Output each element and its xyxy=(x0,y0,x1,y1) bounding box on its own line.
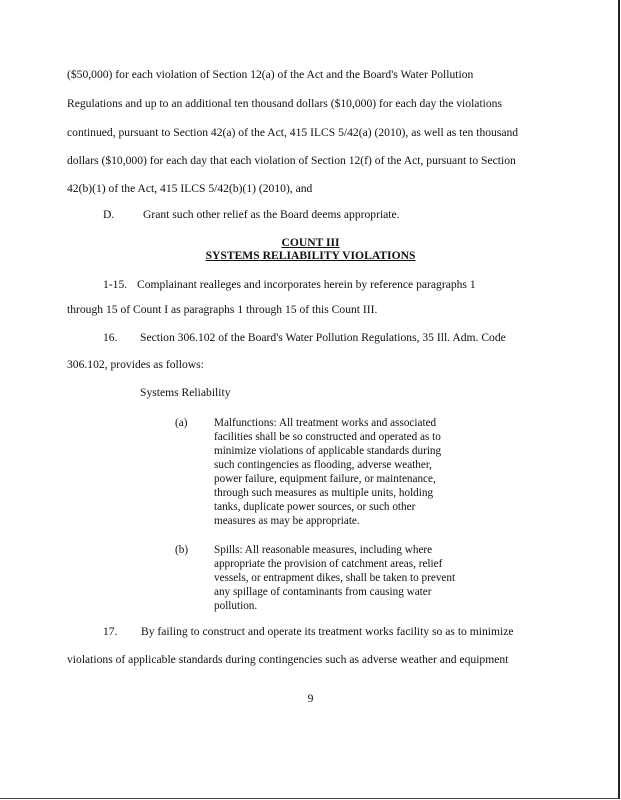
quote-a-label: (a) xyxy=(175,417,188,429)
count-title: SYSTEMS RELIABILITY VIOLATIONS xyxy=(205,249,416,262)
para-text: Complainant realleges and incorporates herein by reference paragraphs 1 xyxy=(137,278,476,291)
quote-line: measures as may be appropriate. xyxy=(214,515,360,527)
quote-line: pollution. xyxy=(214,600,258,612)
quote-line: Spills: All reasonable measures, including where xyxy=(214,544,433,556)
body-line: 42(b)(1) of the Act, 415 ILCS 5/42(b)(1) (2010), and xyxy=(67,182,313,195)
quote-line: Malfunctions: All treatment works and associated xyxy=(214,417,437,429)
para-text: through 15 of Count I as paragraphs 1 through 15 of this Count III. xyxy=(67,303,378,316)
quote-line: facilities shall be so constructed and operated as to xyxy=(214,431,441,443)
body-line: continued, pursuant to Section 42(a) of the Act, 415 ILCS 5/42(a) (2010), as well as ten thousand xyxy=(67,126,519,139)
count-heading: COUNT III xyxy=(281,236,340,249)
para-text: By failing to construct and operate its treatment works facility so as to minimize xyxy=(141,625,514,638)
quote-line: any spillage of contaminants from causing water xyxy=(214,586,432,598)
para-number: 1-15. xyxy=(103,278,128,291)
body-line: Regulations and up to an additional ten thousand dollars ($10,000) for each day the violations xyxy=(67,97,502,110)
para-number: 17. xyxy=(103,625,118,638)
quote-b-label: (b) xyxy=(175,544,189,556)
quote-title: Systems Reliability xyxy=(140,386,231,399)
quote-line: power failure, equipment failure, or maintenance, xyxy=(214,473,436,485)
item-d-label: D. xyxy=(103,208,115,221)
body-line: dollars ($10,000) for each day that each violation of Section 12(f) of the Act, pursuant to Section xyxy=(67,154,516,167)
page-number: 9 xyxy=(307,692,314,705)
quote-line: minimize violations of applicable standards during xyxy=(214,445,442,457)
para-text: Section 306.102 of the Board's Water Pollution Regulations, 35 Ill. Adm. Code xyxy=(140,331,506,344)
para-text: violations of applicable standards during contingencies such as adverse weather and equipment xyxy=(67,653,509,666)
quote-line: such contingencies as flooding, adverse weather, xyxy=(214,459,432,471)
body-line: ($50,000) for each violation of Section 12(a) of the Act and the Board's Water Pollution xyxy=(67,68,474,81)
item-d-text: Grant such other relief as the Board deems appropriate. xyxy=(143,208,400,221)
para-number: 16. xyxy=(103,331,118,344)
quote-line: tanks, duplicate power sources, or such other xyxy=(214,501,416,513)
quote-line: through such measures as multiple units, holding xyxy=(214,487,434,499)
quote-line: appropriate the provision of catchment areas, relief xyxy=(214,558,443,570)
quote-line: vessels, or entrapment dikes, shall be taken to prevent xyxy=(214,572,456,584)
para-text: 306.102, provides as follows: xyxy=(67,358,204,371)
